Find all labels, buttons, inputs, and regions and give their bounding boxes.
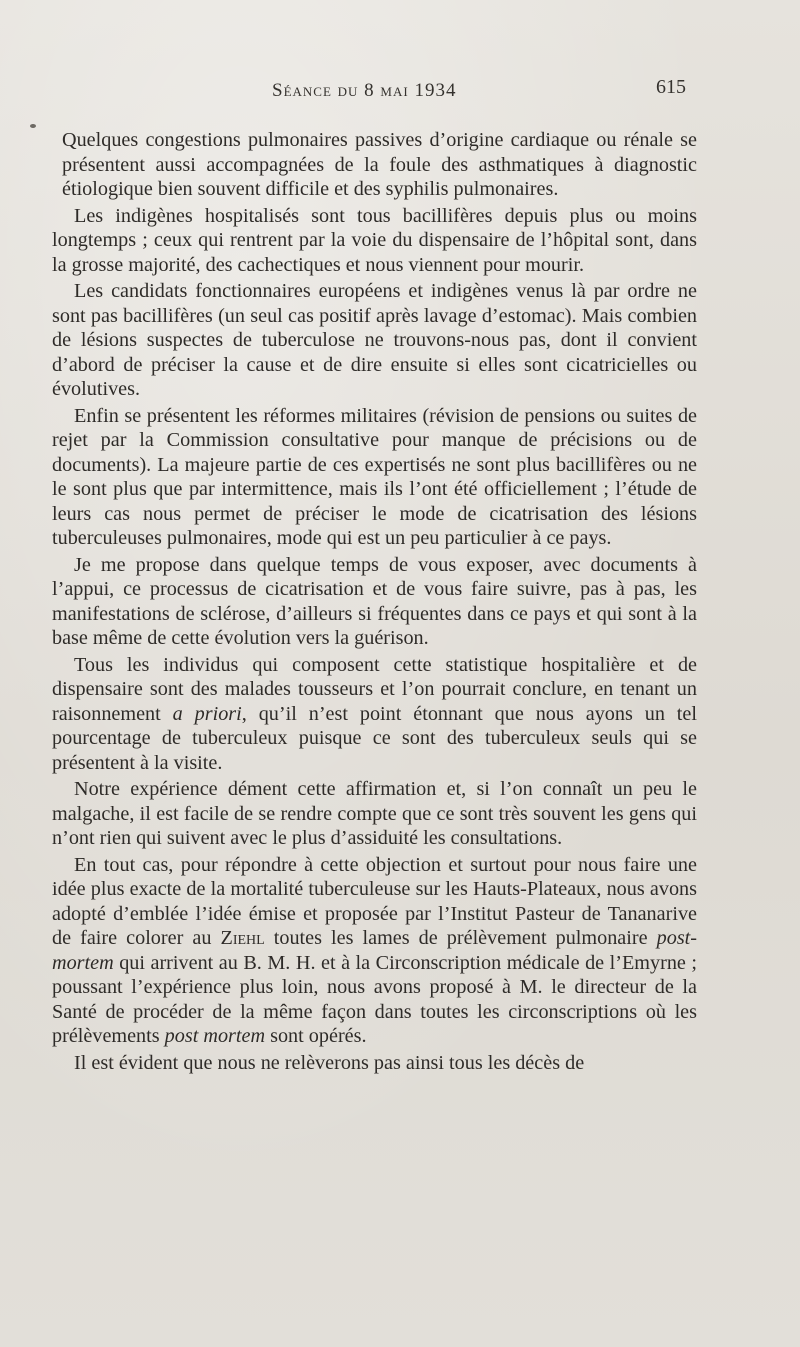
- paragraph-2: Les indigènes hospitalisés sont tous bacillifères depuis plus ou moins longtemps ; ceux qui rentrent par la voie du dispensaire de l’hôpital sont, dans la grosse majorité, des cachectiques et nous viennent pour mourir.: [52, 204, 697, 276]
- paragraph-1: Quelques congestions pulmonaires passives d’origine cardiaque ou rénale se présentent aussi accompagnées de la foule des asthmatiques à diagnostic étiologique bien souvent difficile et des syphilis pulmonaires.: [62, 129, 697, 200]
- page-number: 615: [656, 76, 686, 98]
- paragraph-8-text-a: En tout cas, pour répondre à cette objection et surtout pour nous faire une idée plus exacte de la mortalité tuberculeuse sur les Hauts-Plateaux, nous avons adopté d’emblée l’idée émise et proposée par l’Institut Pasteur de Tananarive de faire colorer au: [52, 853, 697, 949]
- paragraph-4: Enfin se présentent les réformes militaires (révision de pensions ou suites de rejet par la Commission consultative pour manque de précisions ou de documents). La majeure partie de ces expertisés ne sont plus bacillifères ou ne le sont plus que par intermittence, mais ils l’ont été officiellement ; l’étude de leurs cas nous permet de préciser le mode de cicatrisation des lésions tuberculeuses pulmonaires, mode qui est un peu particulier à ce pays.: [52, 404, 697, 549]
- paragraph-8: [52, 853, 697, 1049]
- paragraph-8-text-d: sont opérés.: [265, 1025, 367, 1047]
- print-speck: [30, 124, 36, 128]
- paragraph-3: Les candidats fonctionnaires européens et indigènes venus là par ordre ne sont pas bacillifères (un seul cas positif après lavage d’estomac). Mais combien de lésions suspectes de tuberculose ne trouvons-nous pas, dont il convient d’abord de préciser la cause et de dire ensuite si elles sont cicatricielles ou évolutives.: [52, 280, 697, 400]
- italic-a-priori: a priori: [172, 702, 242, 725]
- paragraph-9: Il est évident que nous ne relèverons pas ainsi tous les décès de: [74, 1051, 585, 1074]
- paragraph-8-text-b: toutes les lames de prélèvement pulmonaire: [264, 927, 657, 949]
- italic-post-mortem-1: post-mortem: [52, 927, 697, 974]
- paragraph-6-text-a: Tous les individus qui composent cette statistique hospitalière et de dispensaire sont des malades tousseurs et l’on pourrait conclure, en tenant un raisonnement: [52, 653, 697, 725]
- paragraph-5: Je me propose dans quelque temps de vous exposer, avec documents à l’appui, ce processus de cicatrisation et de vous faire suivre, pas à pas, les manifestations de sclérose, d’ailleurs si fréquentes dans ce pays et qui sont à la base même de cette évolution vers la guérison.: [52, 553, 697, 649]
- italic-post-mortem-2: post mortem: [164, 1025, 266, 1047]
- small-caps-ziehl: Ziehl: [220, 927, 265, 949]
- paragraph-8-text-c: qui arrivent au B. M. H. et à la Circonscription médicale de l’Emyrne ; poussant l’expérience plus loin, nous avons proposé à M. le directeur de la Santé de procéder de la même façon dans toutes les circonscriptions où les prélèvements: [52, 951, 697, 1047]
- paragraph-6: [52, 653, 697, 776]
- running-head: Séance du 8 mai 1934: [272, 80, 457, 101]
- page-header: [0, 76, 800, 110]
- paragraph-6-text-b: , qu’il n’est point étonnant que nous ayons un tel pourcentage de tuberculeux puisque ce sont des tuberculeux seuls qui se présentent à la visite.: [52, 702, 697, 774]
- body-text: [52, 128, 697, 1075]
- paragraph-7: Notre expérience dément cette affirmation et, si l’on connaît un peu le malgache, il est facile de se rendre compte que ce sont très souvent les gens qui n’ont rien qui suivent avec le plus d’assiduité les consultations.: [52, 778, 697, 849]
